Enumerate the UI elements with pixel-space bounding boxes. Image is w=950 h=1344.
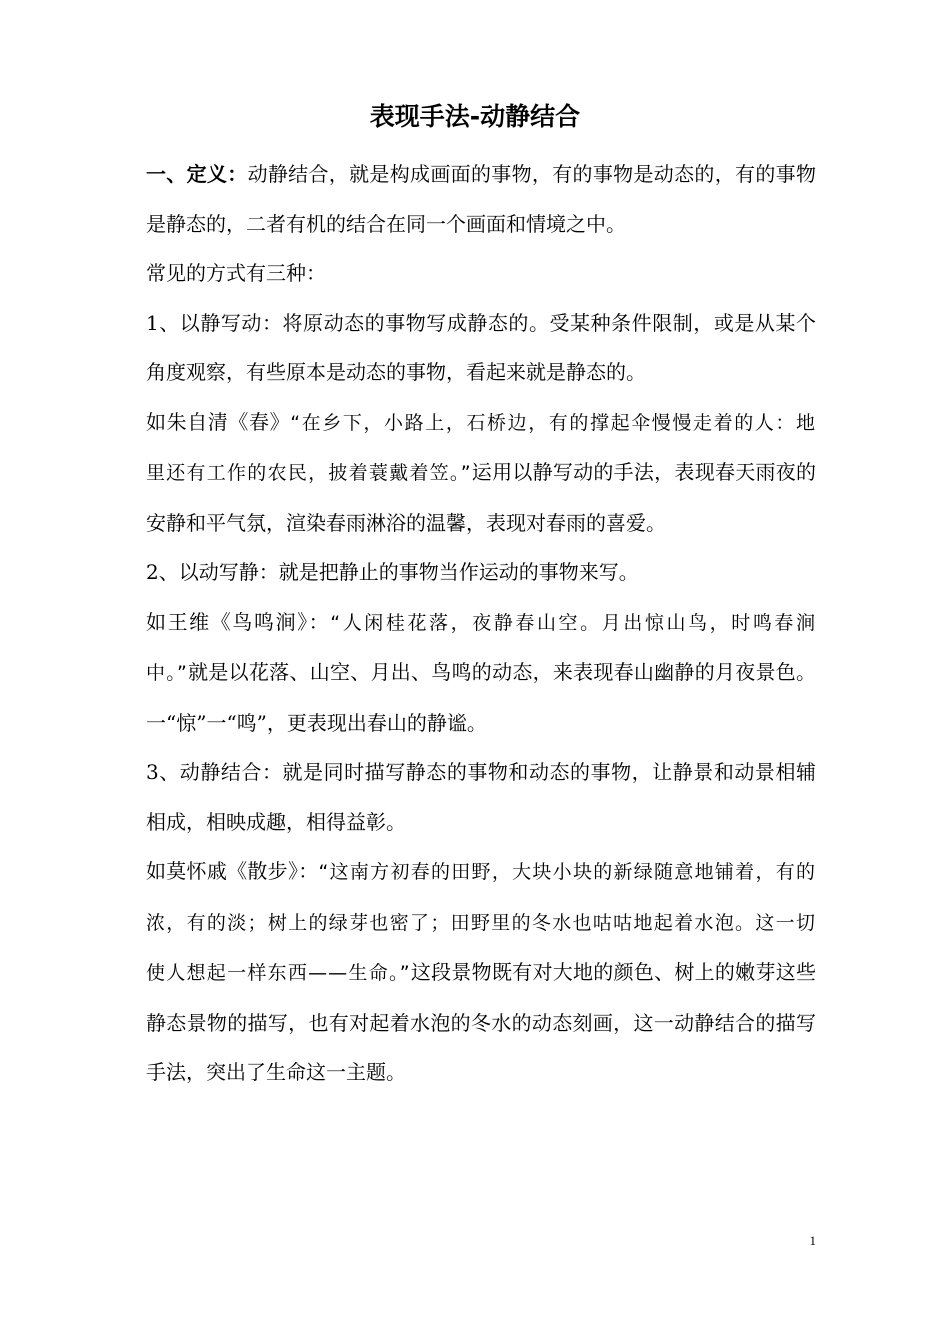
- definition-label: 一、定义：: [146, 162, 248, 186]
- document-title: 表现手法-动静结合: [369, 102, 581, 131]
- method-2-example-prefix: 如王维《鸟鸣涧》：: [146, 609, 331, 634]
- method-2-example: [146, 598, 816, 749]
- method-3-heading: 3、动静结合：就是同时描写静态的事物和动态的事物，让静景和动景相辅相成，相映成趣，相得益彰。: [146, 760, 816, 834]
- intro-paragraph: 常见的方式有三种：: [146, 261, 326, 285]
- method-1-example-prefix: 如朱自清《春》: [146, 409, 291, 434]
- method-2-example-analysis: 就是以花落、山空、月出、鸟鸣的动态，来表现春山幽静的月夜景色。一“惊”一“鸣”，更表现出春山的静谧。: [146, 660, 817, 735]
- document-body: [146, 150, 816, 1098]
- method-2-heading: 2、以动写静：就是把静止的事物当作运动的事物来写。: [146, 560, 639, 584]
- method-3-example-analysis: 这段景物既有对大地的颜色、树上的嫩芽这些静态景物的描写，也有对起着水泡的冬水的动态刻画，这一动静结合的描写手法，突出了生命这一主题。: [146, 960, 816, 1084]
- method-1-example-quote: “在乡下，小路上，石桥边，有的撑起伞慢慢走着的人：地里还有工作的农民，披着蓑戴着笠。”: [146, 411, 816, 484]
- method-3-example-prefix: 如莫怀戚《散步》：: [146, 859, 319, 883]
- definition-text: 动静结合，就是构成画面的事物，有的事物是动态的，有的事物是静态的，二者有机的结合在同一个画面和情境之中。: [146, 162, 816, 236]
- method-2-example-quote: “人闲桂花落，夜静春山空。月出惊山鸟，时鸣春涧中。”: [146, 611, 816, 684]
- method-1-heading: 1、以静写动：将原动态的事物写成静态的。受某种条件限制，或是从某个角度观察，有些原本是动态的事物，看起来就是静态的。: [146, 310, 816, 384]
- method-3-example: [146, 847, 816, 1098]
- method-1-example-analysis: 运用以静写动的手法，表现春天雨夜的安静和平气氛，渲染春雨淋浴的温馨，表现对春雨的喜爱。: [146, 460, 816, 535]
- method-3-example-quote: “这南方初春的田野，大块小块的新绿随意地铺着，有的浓，有的淡；树上的绿芽也密了；田野里的冬水也咕咕地起着水泡。这一切使人想起一样东西——生命。”: [146, 861, 816, 984]
- method-1-example: [146, 398, 816, 549]
- page-number: 1: [809, 1233, 816, 1248]
- definition-paragraph: [146, 150, 816, 249]
